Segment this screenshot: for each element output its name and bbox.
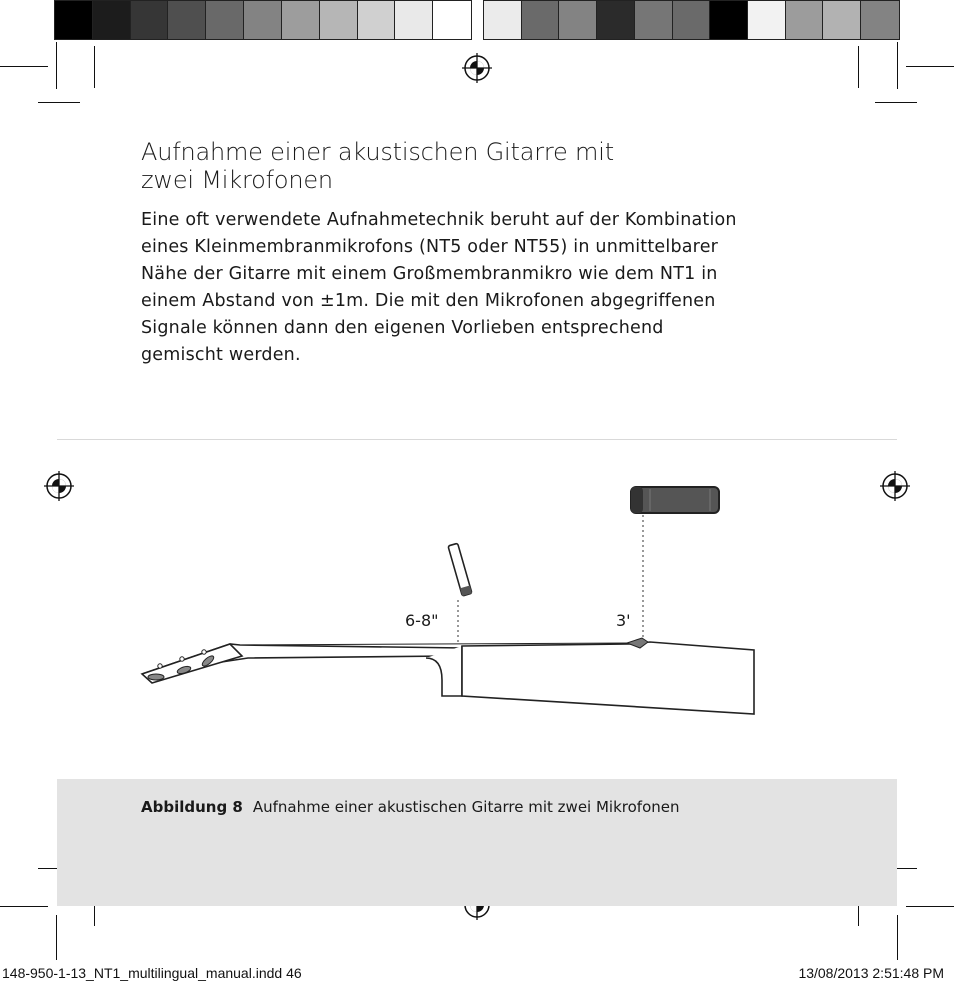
color-swatch — [823, 1, 861, 39]
crop-mark — [56, 915, 57, 960]
slug-filename: 148-950-1-13_NT1_multilingual_manual.indd 46 — [2, 965, 302, 981]
large-mic-distance-label: 3' — [616, 611, 631, 630]
crop-mark — [906, 66, 954, 67]
registration-mark-icon — [461, 52, 493, 84]
crop-mark — [906, 906, 954, 907]
crop-mark — [94, 46, 95, 88]
crop-mark — [0, 906, 48, 907]
color-swatch — [710, 1, 748, 39]
crop-mark — [38, 102, 80, 103]
registration-mark-icon — [43, 470, 75, 502]
color-swatch — [55, 1, 93, 39]
section-heading — [141, 138, 741, 194]
caption-text: Aufnahme einer akustischen Gitarre mit zwei Mikrofonen — [252, 798, 680, 816]
crop-mark — [897, 915, 898, 960]
crop-mark — [875, 102, 917, 103]
color-bar-right — [483, 0, 900, 40]
guitar-icon — [142, 638, 754, 714]
large-microphone-icon — [631, 487, 719, 513]
color-swatch — [559, 1, 597, 39]
caption-label: Abbildung 8 — [141, 798, 243, 816]
color-swatch — [358, 1, 396, 39]
color-swatch — [433, 1, 471, 39]
section-divider — [57, 439, 897, 440]
color-swatch — [786, 1, 824, 39]
color-swatch — [597, 1, 635, 39]
crop-mark — [897, 42, 898, 89]
body-line: eines Kleinmembranmikrofons (NT5 oder NT55) in unmittelbarer — [141, 237, 719, 257]
color-swatch — [748, 1, 786, 39]
body-line: einem Abstand von ±1m. Die mit den Mikrofonen abgegriffenen — [141, 291, 716, 311]
small-mic-distance-label: 6-8" — [405, 611, 439, 630]
body-line: gemischt werden. — [141, 345, 301, 365]
color-swatch — [131, 1, 169, 39]
color-bar-left — [54, 0, 472, 40]
body-paragraph — [141, 207, 781, 369]
body-line: Signale können dann den eigenen Vorlieben entsprechend — [141, 318, 664, 338]
registration-mark-icon — [879, 470, 911, 502]
color-swatch — [168, 1, 206, 39]
heading-line: zwei Mikrofonen — [141, 166, 333, 194]
figure-caption — [141, 798, 680, 816]
body-line: Eine oft verwendete Aufnahmetechnik beruht auf der Kombination — [141, 210, 737, 230]
color-swatch — [484, 1, 522, 39]
color-swatch — [635, 1, 673, 39]
heading-line: Aufnahme einer akustischen Gitarre mit — [141, 138, 614, 166]
crop-mark — [56, 42, 57, 89]
color-swatch — [522, 1, 560, 39]
crop-mark — [0, 66, 48, 67]
color-swatch — [861, 1, 899, 39]
color-swatch — [93, 1, 131, 39]
small-microphone-icon — [448, 543, 472, 596]
guitar-microphone-figure — [130, 480, 770, 730]
color-swatch — [395, 1, 433, 39]
color-swatch — [282, 1, 320, 39]
body-line: Nähe der Gitarre mit einem Großmembranmikro wie dem NT1 in — [141, 264, 718, 284]
crop-mark — [858, 46, 859, 88]
color-swatch — [244, 1, 282, 39]
color-swatch — [206, 1, 244, 39]
slug-timestamp: 13/08/2013 2:51:48 PM — [798, 965, 944, 981]
color-swatch — [320, 1, 358, 39]
color-swatch — [673, 1, 711, 39]
